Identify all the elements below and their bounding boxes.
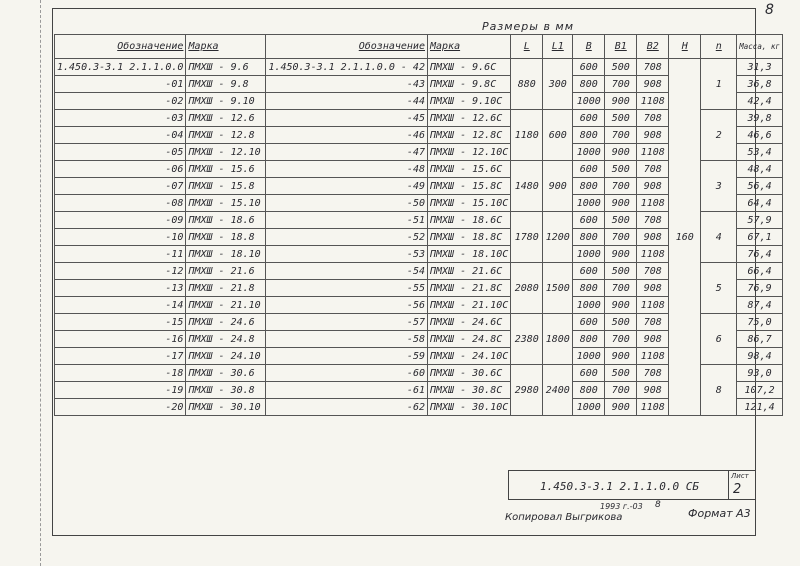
cell-B1: 900	[605, 297, 637, 314]
cell-m2: ПМХШ - 18.8С	[427, 229, 510, 246]
cell-d2: -53	[266, 246, 428, 263]
cell-B: 600	[573, 314, 605, 331]
cell-B: 1000	[573, 195, 605, 212]
cell-B2: 908	[637, 178, 669, 195]
cell-d2: 1.450.3-3.1 2.1.1.0.0 - 42	[266, 59, 428, 76]
cell-m1: ПМХШ - 24.6	[186, 314, 266, 331]
document-code: 1.450.3-3.1 2.1.1.0.0 СБ	[540, 480, 699, 493]
cell-m1: ПМХШ - 15.8	[186, 178, 266, 195]
cell-B: 600	[573, 59, 605, 76]
cell-B2: 1108	[637, 246, 669, 263]
cell-m1: ПМХШ - 15.6	[186, 161, 266, 178]
cell-B1: 700	[605, 280, 637, 297]
cell-B2: 1108	[637, 297, 669, 314]
cell-d1: -03	[55, 110, 186, 127]
sheet-label: Лист	[731, 472, 749, 480]
cell-mass: 93,0	[737, 365, 783, 382]
cell-L1: 900	[543, 161, 573, 212]
cell-mass: 107,2	[737, 382, 783, 399]
cell-d2: -44	[266, 93, 428, 110]
cell-B2: 708	[637, 314, 669, 331]
header-n: n	[701, 35, 737, 59]
cell-B: 800	[573, 331, 605, 348]
cell-L1: 1200	[543, 212, 573, 263]
cell-m2: ПМХШ - 15.10С	[427, 195, 510, 212]
cell-d1: -10	[55, 229, 186, 246]
cell-L1: 2400	[543, 365, 573, 416]
cell-L: 2380	[511, 314, 543, 365]
cell-d1: -16	[55, 331, 186, 348]
header-H: H	[669, 35, 701, 59]
cell-B2: 908	[637, 280, 669, 297]
cell-d2: -52	[266, 229, 428, 246]
cell-m1: ПМХШ - 12.6	[186, 110, 266, 127]
cell-B2: 908	[637, 76, 669, 93]
cell-B2: 708	[637, 161, 669, 178]
header-row	[55, 35, 783, 59]
cell-B2: 908	[637, 382, 669, 399]
cell-L: 1780	[511, 212, 543, 263]
cell-B2: 1108	[637, 93, 669, 110]
cell-d1: -04	[55, 127, 186, 144]
cell-m2: ПМХШ - 24.6С	[427, 314, 510, 331]
format-label: Формат А3	[688, 507, 751, 520]
cell-d2: -48	[266, 161, 428, 178]
cell-B2: 908	[637, 127, 669, 144]
cell-m2: ПМХШ - 21.10С	[427, 297, 510, 314]
header-designation-1: Обозначение	[55, 35, 186, 59]
sheet-number: 2	[733, 482, 742, 497]
cell-d2: -62	[266, 399, 428, 416]
cell-n: 1	[701, 59, 737, 110]
cell-mass: 57,9	[737, 212, 783, 229]
cell-m2: ПМХШ - 15.8С	[427, 178, 510, 195]
fold-line	[40, 0, 41, 566]
cell-mass: 36,8	[737, 76, 783, 93]
cell-B2: 1108	[637, 144, 669, 161]
cell-m2: ПМХШ - 9.6С	[427, 59, 510, 76]
cell-m1: ПМХШ - 21.8	[186, 280, 266, 297]
cell-m1: ПМХШ - 21.6	[186, 263, 266, 280]
header-B1: B1	[605, 35, 637, 59]
cell-m2: ПМХШ - 18.6С	[427, 212, 510, 229]
cell-mass: 42,4	[737, 93, 783, 110]
cell-B2: 708	[637, 110, 669, 127]
cell-m2: ПМХШ - 24.8С	[427, 331, 510, 348]
specification-table	[54, 34, 783, 416]
cell-B: 1000	[573, 348, 605, 365]
cell-d1: -01	[55, 76, 186, 93]
cell-n: 3	[701, 161, 737, 212]
cell-L: 2080	[511, 263, 543, 314]
cell-mass: 121,4	[737, 399, 783, 416]
cell-B: 800	[573, 127, 605, 144]
cell-mass: 66,4	[737, 263, 783, 280]
cell-m1: ПМХШ - 9.6	[186, 59, 266, 76]
footer-page: 8	[655, 500, 661, 510]
cell-d1: -11	[55, 246, 186, 263]
cell-m1: ПМХШ - 30.8	[186, 382, 266, 399]
cell-m1: ПМХШ - 21.10	[186, 297, 266, 314]
cell-m1: ПМХШ - 24.10	[186, 348, 266, 365]
cell-L: 1480	[511, 161, 543, 212]
footer-date: 1993 г.-03	[600, 502, 643, 511]
cell-n: 5	[701, 263, 737, 314]
cell-d1: -15	[55, 314, 186, 331]
cell-mass: 87,4	[737, 297, 783, 314]
cell-mass: 98,4	[737, 348, 783, 365]
cell-B2: 1108	[637, 399, 669, 416]
cell-B1: 700	[605, 127, 637, 144]
cell-B2: 908	[637, 331, 669, 348]
cell-B1: 700	[605, 178, 637, 195]
cell-d1: -07	[55, 178, 186, 195]
cell-L: 2980	[511, 365, 543, 416]
cell-m2: ПМХШ - 18.10С	[427, 246, 510, 263]
cell-B1: 500	[605, 314, 637, 331]
cell-d2: -43	[266, 76, 428, 93]
cell-m2: ПМХШ - 12.8С	[427, 127, 510, 144]
cell-B2: 908	[637, 229, 669, 246]
cell-B1: 900	[605, 348, 637, 365]
cell-d1: -02	[55, 93, 186, 110]
cell-mass: 48,4	[737, 161, 783, 178]
cell-d2: -60	[266, 365, 428, 382]
cell-mass: 76,4	[737, 246, 783, 263]
corner-mark: 8	[765, 2, 774, 18]
cell-B: 600	[573, 365, 605, 382]
cell-mass: 46,6	[737, 127, 783, 144]
copied-by: Копировал Выгрикова	[505, 512, 623, 523]
cell-d2: -51	[266, 212, 428, 229]
cell-d2: -59	[266, 348, 428, 365]
cell-m2: ПМХШ - 21.8С	[427, 280, 510, 297]
header-brand-1: Марка	[186, 35, 266, 59]
cell-n: 8	[701, 365, 737, 416]
cell-n: 2	[701, 110, 737, 161]
cell-m1: ПМХШ - 12.8	[186, 127, 266, 144]
cell-mass: 39,8	[737, 110, 783, 127]
cell-B1: 900	[605, 195, 637, 212]
cell-d1: -05	[55, 144, 186, 161]
cell-m1: ПМХШ - 18.10	[186, 246, 266, 263]
cell-L: 880	[511, 59, 543, 110]
cell-B1: 900	[605, 399, 637, 416]
cell-d2: -49	[266, 178, 428, 195]
cell-n: 4	[701, 212, 737, 263]
cell-mass: 64,4	[737, 195, 783, 212]
cell-d2: -58	[266, 331, 428, 348]
cell-m1: ПМХШ - 18.8	[186, 229, 266, 246]
cell-m2: ПМХШ - 9.8С	[427, 76, 510, 93]
cell-B1: 500	[605, 161, 637, 178]
cell-B: 1000	[573, 93, 605, 110]
cell-B1: 700	[605, 76, 637, 93]
cell-B: 800	[573, 280, 605, 297]
cell-m2: ПМХШ - 12.10С	[427, 144, 510, 161]
cell-B1: 500	[605, 110, 637, 127]
cell-mass: 53,4	[737, 144, 783, 161]
cell-L1: 300	[543, 59, 573, 110]
cell-B2: 708	[637, 365, 669, 382]
cell-m1: ПМХШ - 18.6	[186, 212, 266, 229]
cell-m2: ПМХШ - 21.6С	[427, 263, 510, 280]
cell-B2: 708	[637, 212, 669, 229]
cell-L: 1180	[511, 110, 543, 161]
cell-B1: 500	[605, 263, 637, 280]
cell-m2: ПМХШ - 15.6С	[427, 161, 510, 178]
header-mass: Масса, кг	[737, 35, 783, 59]
cell-m2: ПМХШ - 30.8С	[427, 382, 510, 399]
cell-B2: 708	[637, 263, 669, 280]
cell-m1: ПМХШ - 15.10	[186, 195, 266, 212]
cell-B: 1000	[573, 246, 605, 263]
cell-B: 800	[573, 76, 605, 93]
cell-d2: -61	[266, 382, 428, 399]
cell-d1: -09	[55, 212, 186, 229]
header-L: L	[511, 35, 543, 59]
cell-d1: -08	[55, 195, 186, 212]
cell-B2: 708	[637, 59, 669, 76]
header-brand-2: Марка	[427, 35, 510, 59]
cell-d1: -12	[55, 263, 186, 280]
header-B2: B2	[637, 35, 669, 59]
cell-B: 600	[573, 212, 605, 229]
cell-B: 1000	[573, 399, 605, 416]
cell-B: 1000	[573, 297, 605, 314]
header-L1: L1	[543, 35, 573, 59]
cell-B: 600	[573, 263, 605, 280]
cell-L1: 1500	[543, 263, 573, 314]
cell-d1: -19	[55, 382, 186, 399]
cell-B1: 700	[605, 331, 637, 348]
cell-d1: 1.450.3-3.1 2.1.1.0.0	[55, 59, 186, 76]
cell-m1: ПМХШ - 30.6	[186, 365, 266, 382]
header-B: B	[573, 35, 605, 59]
cell-B: 800	[573, 382, 605, 399]
cell-mass: 31,3	[737, 59, 783, 76]
table-row	[55, 59, 783, 76]
cell-d2: -47	[266, 144, 428, 161]
cell-B1: 500	[605, 59, 637, 76]
cell-d2: -57	[266, 314, 428, 331]
cell-mass: 75,0	[737, 314, 783, 331]
cell-B1: 700	[605, 382, 637, 399]
cell-m1: ПМХШ - 30.10	[186, 399, 266, 416]
cell-m1: ПМХШ - 24.8	[186, 331, 266, 348]
cell-B1: 500	[605, 365, 637, 382]
cell-mass: 67,1	[737, 229, 783, 246]
cell-d1: -13	[55, 280, 186, 297]
cell-d1: -18	[55, 365, 186, 382]
dimensions-caption: Размеры в мм	[482, 20, 575, 33]
cell-mass: 86,7	[737, 331, 783, 348]
cell-m2: ПМХШ - 30.10С	[427, 399, 510, 416]
cell-B: 800	[573, 229, 605, 246]
cell-m2: ПМХШ - 12.6С	[427, 110, 510, 127]
cell-d1: -14	[55, 297, 186, 314]
cell-m1: ПМХШ - 9.10	[186, 93, 266, 110]
cell-B2: 1108	[637, 348, 669, 365]
cell-d2: -50	[266, 195, 428, 212]
cell-B: 600	[573, 161, 605, 178]
cell-m1: ПМХШ - 12.10	[186, 144, 266, 161]
cell-mass: 56,4	[737, 178, 783, 195]
cell-B1: 700	[605, 229, 637, 246]
cell-d2: -54	[266, 263, 428, 280]
cell-mass: 76,9	[737, 280, 783, 297]
cell-B1: 500	[605, 212, 637, 229]
cell-H: 160	[669, 59, 701, 416]
cell-d2: -46	[266, 127, 428, 144]
cell-m1: ПМХШ - 9.8	[186, 76, 266, 93]
cell-m2: ПМХШ - 24.10С	[427, 348, 510, 365]
cell-d2: -55	[266, 280, 428, 297]
cell-B1: 900	[605, 246, 637, 263]
cell-L1: 1800	[543, 314, 573, 365]
cell-m2: ПМХШ - 9.10С	[427, 93, 510, 110]
cell-B1: 900	[605, 144, 637, 161]
cell-B: 800	[573, 178, 605, 195]
cell-d1: -20	[55, 399, 186, 416]
header-designation-2: Обозначение	[266, 35, 428, 59]
cell-d1: -17	[55, 348, 186, 365]
cell-L1: 600	[543, 110, 573, 161]
cell-d2: -45	[266, 110, 428, 127]
cell-n: 6	[701, 314, 737, 365]
cell-d1: -06	[55, 161, 186, 178]
cell-B: 600	[573, 110, 605, 127]
cell-B: 1000	[573, 144, 605, 161]
cell-d2: -56	[266, 297, 428, 314]
cell-B1: 900	[605, 93, 637, 110]
cell-B2: 1108	[637, 195, 669, 212]
cell-m2: ПМХШ - 30.6С	[427, 365, 510, 382]
